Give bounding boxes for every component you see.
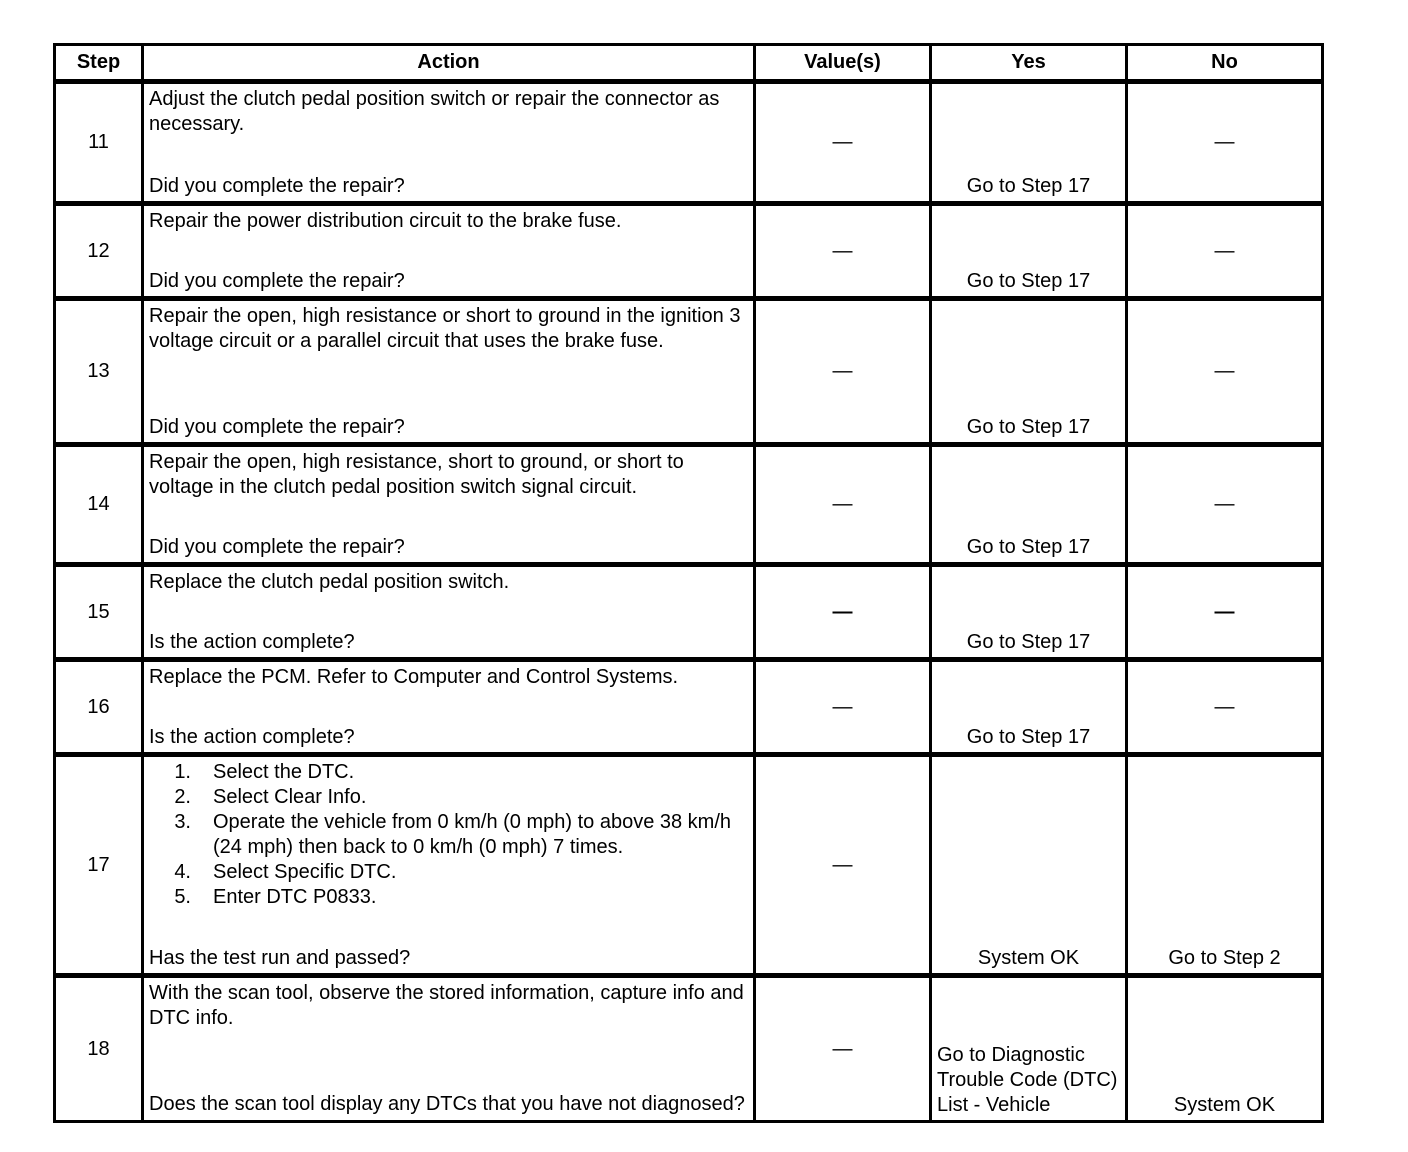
action-cell (143, 755, 755, 976)
action-question: Is the action complete? (149, 631, 355, 653)
list-item (149, 785, 749, 810)
action-cell (143, 660, 755, 755)
yes-result: Go to Diagnostic Trouble Code (DTC) List - Vehicle (931, 976, 1127, 1122)
list-number: 1. (174, 761, 191, 783)
action-question: Did you complete the repair? (149, 536, 405, 558)
list-item (149, 810, 749, 860)
value-cell (755, 660, 931, 755)
value-cell (755, 565, 931, 660)
action-text: Repair the open, high resistance or short to ground in the ignition 3 voltage circuit or a parallel circuit that uses the brake fuse. (149, 305, 741, 352)
header-action: Action (143, 45, 755, 82)
action-question: Is the action complete? (149, 726, 355, 748)
table-row (55, 204, 1323, 299)
action-cell (143, 445, 755, 565)
header-row (55, 45, 1323, 82)
list-text: Select Clear Info. (213, 786, 367, 808)
table-row (55, 976, 1323, 1122)
action-text: With the scan tool, observe the stored information, capture info and DTC info. (149, 982, 744, 1029)
value-cell (755, 299, 931, 445)
value-dash: — (832, 695, 853, 718)
list-item (149, 860, 749, 885)
yes-result: Go to Step 17 (931, 445, 1127, 565)
step-number: 13 (55, 299, 143, 445)
list-text: Select the DTC. (213, 761, 355, 783)
action-text: Replace the PCM. Refer to Computer and Control Systems. (149, 666, 679, 688)
value-cell (755, 445, 931, 565)
value-cell (755, 82, 931, 204)
step-number: 16 (55, 660, 143, 755)
header-yes: Yes (931, 45, 1127, 82)
step-number: 14 (55, 445, 143, 565)
table-row (55, 660, 1323, 755)
list-item (149, 760, 749, 785)
action-text: Replace the clutch pedal position switch. (149, 571, 510, 593)
list-text: Operate the vehicle from 0 km/h (0 mph) to above 38 km/h (24 mph) then back to 0 km/h (0 mph) 7 times. (213, 811, 732, 858)
no-result: — (1127, 82, 1323, 204)
list-number: 2. (174, 786, 191, 808)
table-row (55, 755, 1323, 976)
no-result: — (1127, 565, 1323, 660)
action-cell (143, 565, 755, 660)
action-question: Did you complete the repair? (149, 175, 405, 197)
list-number: 5. (174, 886, 191, 908)
value-dash: — (832, 600, 853, 623)
value-dash: — (832, 360, 853, 382)
value-cell (755, 204, 931, 299)
action-question: Did you complete the repair? (149, 270, 405, 292)
list-item (149, 885, 749, 910)
value-dash: — (832, 493, 853, 515)
no-result: — (1127, 660, 1323, 755)
step-number: 15 (55, 565, 143, 660)
no-result: — (1127, 299, 1323, 445)
no-result: Go to Step 2 (1127, 755, 1323, 976)
yes-result: Go to Step 17 (931, 565, 1127, 660)
value-dash: — (832, 853, 853, 876)
action-text: Adjust the clutch pedal position switch or repair the connector as necessary. (149, 88, 720, 135)
header-values: Value(s) (755, 45, 931, 82)
value-dash: — (832, 239, 853, 262)
action-question: Has the test run and passed? (149, 947, 411, 969)
action-question: Does the scan tool display any DTCs that you have not diagnosed? (149, 1093, 745, 1115)
value-cell (755, 755, 931, 976)
table-row (55, 82, 1323, 204)
header-no: No (1127, 45, 1323, 82)
yes-result: Go to Step 17 (931, 299, 1127, 445)
action-text: Repair the power distribution circuit to the brake fuse. (149, 210, 622, 232)
action-question: Did you complete the repair? (149, 416, 405, 438)
action-cell (143, 976, 755, 1122)
yes-result: Go to Step 17 (931, 660, 1127, 755)
diagnostic-table (53, 43, 1324, 1123)
step-number: 12 (55, 204, 143, 299)
yes-result: System OK (931, 755, 1127, 976)
no-result: — (1127, 445, 1323, 565)
list-number: 3. (174, 811, 191, 833)
step-number: 18 (55, 976, 143, 1122)
action-cell (143, 204, 755, 299)
header-step: Step (55, 45, 143, 82)
no-result: System OK (1127, 976, 1323, 1122)
list-text: Enter DTC P0833. (213, 886, 377, 908)
table-row (55, 565, 1323, 660)
procedure-list (149, 760, 749, 910)
step-number: 11 (55, 82, 143, 204)
action-cell (143, 82, 755, 204)
step-number: 17 (55, 755, 143, 976)
action-cell (143, 299, 755, 445)
table-row (55, 299, 1323, 445)
no-result: — (1127, 204, 1323, 299)
list-text: Select Specific DTC. (213, 861, 397, 883)
value-cell (755, 976, 931, 1122)
action-text: Repair the open, high resistance, short to ground, or short to voltage in the clutch pedal position switch signal circuit. (149, 451, 684, 498)
value-dash: — (832, 1037, 853, 1060)
yes-result: Go to Step 17 (931, 82, 1127, 204)
value-dash: — (832, 131, 853, 153)
yes-result: Go to Step 17 (931, 204, 1127, 299)
table-row (55, 445, 1323, 565)
list-number: 4. (174, 861, 191, 883)
